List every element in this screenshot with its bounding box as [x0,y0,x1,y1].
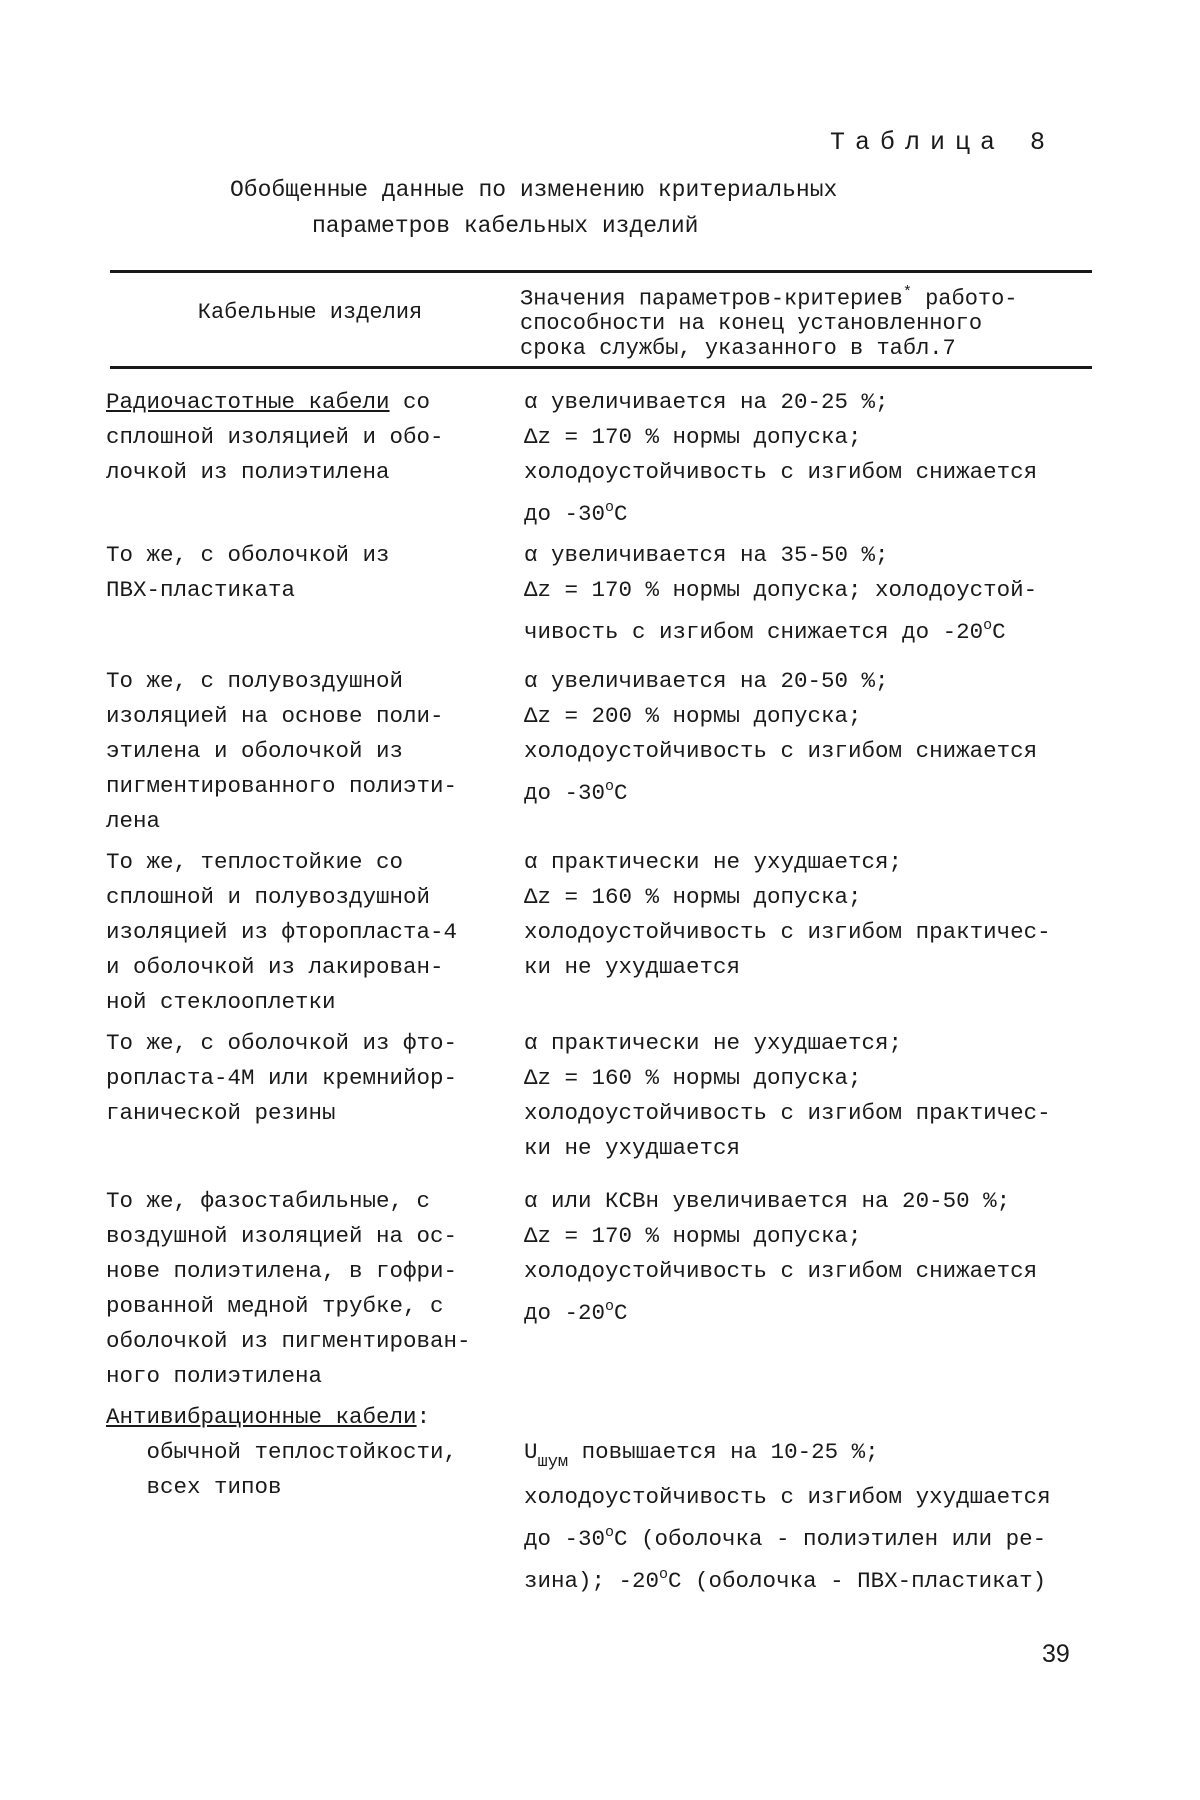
table-row [106,845,1092,1020]
title-line-1: Обобщенные данные по изменению критериальных [230,177,838,203]
table-top-rule [110,270,1092,273]
row-product-cell: То же, с оболочкой из ПВХ-пластиката [106,542,390,603]
table-row [106,1026,1092,1166]
table-body [106,385,1092,1599]
row-value-cell: α увеличивается на 20-25 %; Δz = 170 % нормы допуска; холодоустойчивость с изгибом снижается до $-30^оС$ [524,389,1038,527]
table-title [230,172,920,244]
row-product-cell: То же, теплостойкие со сплошной и полувоздушной изоляцией из фторопласта-4 и оболочкой из лакирован- ной стеклооплетки [106,849,458,1015]
row-value-cell: $U_{шум}$ повышается на 10-25 %; холодоустойчивость с изгибом ухудшается до $-30^оС$ (оболочка - полиэтилен или ре- зина); $-20^оС$ (оболочка - ПВХ-пластикат) [524,1439,1051,1594]
header-col-values [520,280,1092,361]
table-row [106,385,1092,532]
row-product-cell: То же, с оболочкой из фто- ропласта-4М или кремнийор- ганической резины [106,1030,458,1126]
row-product-cell: То же, фазостабильные, с воздушной изоляцией на ос- нове полиэтилена, в гофри- рованной медной трубке, с оболочкой из пигментирован- ного полиэтилена [106,1188,471,1389]
section-heading-rf-cables: Радиочастотные кабели [106,389,390,415]
table-row [106,538,1092,650]
row-product-cell: Радиочастотные кабели со сплошной изоляцией и обо- лочкой из полиэтилена [106,389,444,485]
table-row [106,1400,1092,1599]
title-line-2: параметров кабельных изделий [312,213,699,239]
table-number: Таблица 8 [830,128,1056,157]
table-row [106,1184,1092,1394]
header-footnote-mark: * [902,284,912,301]
table-row [106,664,1092,839]
row-product-cell: Антивибрационные кабели: обычной теплостойкости, всех типов [106,1404,458,1500]
section-heading-antivibration-cables: Антивибрационные кабели [106,1404,417,1430]
row-product-cell: То же, с полувоздушной изоляцией на основе поли- этилена и оболочкой из пигментированного полиэти- лена [106,668,458,834]
header-col2-line1: Значения параметров-критериев [520,286,903,312]
row-value-cell: α практически не ухудшается; Δz = 160 % нормы допуска; холодоустойчивость с изгибом практичес- ки не ухудшается [524,849,1051,980]
header-col-products: Кабельные изделия [197,300,423,325]
row-value-cell: α увеличивается на 20-50 %; Δz = 200 % нормы допуска; холодоустойчивость с изгибом снижается до $-30^оС$ [524,668,1038,806]
row-value-cell: α практически не ухудшается; Δz = 160 % нормы допуска; холодоустойчивость с изгибом практичес- ки не ухудшается [524,1030,1051,1161]
table-header-rule [110,366,1092,369]
header-col2-line1-end: работо- [911,286,1018,312]
row-value-cell: α увеличивается на 35-50 %; Δz = 170 % нормы допуска; холодоустой- чивость с изгибом снижается до $-20^оС$ [524,542,1038,645]
header-col2-line3: срока службы, указанного в табл.7 [520,336,956,362]
page-number: 39 [1042,1640,1070,1668]
row-value-cell: α или КСВн увеличивается на 20-50 %; Δz = 170 % нормы допуска; холодоустойчивость с изгибом снижается до $-20^оС$ [524,1188,1038,1326]
header-col2-line2: способности на конец установленного [520,311,983,337]
